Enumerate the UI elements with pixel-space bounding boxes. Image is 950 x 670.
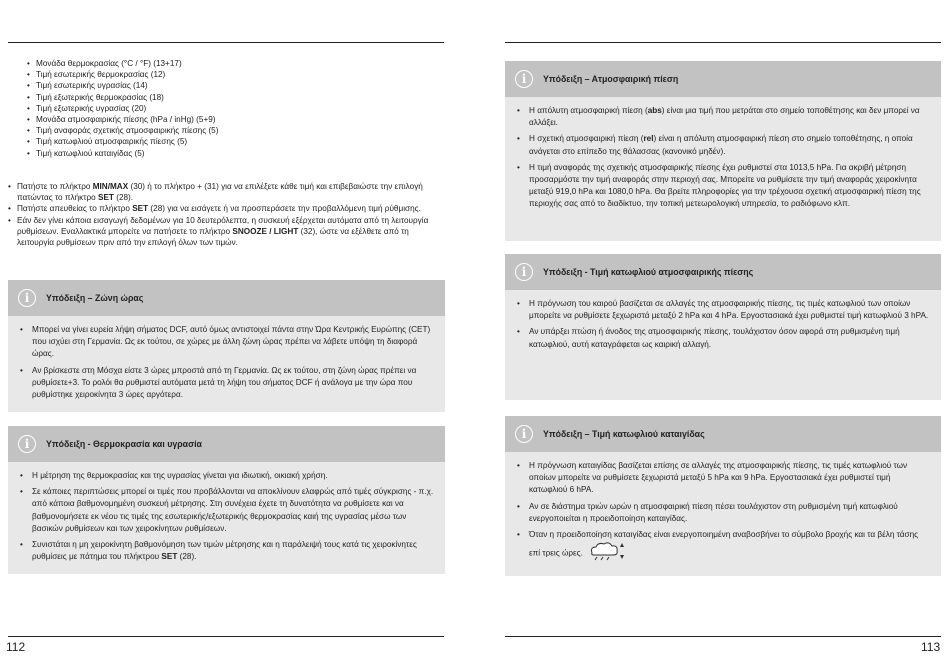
note-body: [8, 316, 445, 411]
text: ) είναι η απόλυτη ατμοσφαιρική πίεση στο σημείο τοποθέτησης, η οποία ανάγεται στο επίπεδο της θάλασσας (κανονικό μηδέν).: [529, 134, 913, 156]
list-item: • Αν βρίσκεστε στη Μόσχα είστε 3 ώρες μπροστά από τη Γερμανία. Ως εκ τούτου, στη ζώνη ώρας πρέπει να ρυθμίσετε+3. Το ρολόι θα ρυθμιστεί αυτόματα μετά τη λήψη του σήματος DCF ή ανάλογα με την ώρα που ρυθμίστηκε χειροκίνητα 3 ώρες αργότερα.: [20, 365, 435, 402]
list-item: [517, 162, 931, 211]
text: (28).: [177, 552, 197, 562]
note-title: Υπόδειξη - Θερμοκρασία και υγρασία: [46, 439, 202, 449]
text: Η τιμή αναφοράς της σχετικής ατμοσφαιρικής πίεσης έχει ρυθμιστεί στα 1013,5 hPa. Για ακριβή μέτρηση προσαρμόστε την τιμή αναφοράς στην περιοχή σας. Μπορείτε να ρυθμίσετε την τιμή αναφοράς χειροκίνητα μεταξύ 919,0 hPa και 1080,0 hPa. Θα βρείτε πληροφορίες για την τρέχουσα σχετική ατμοσφαιρική πίεση της περιοχής σας από το διαδίκτυο, την τοπική μετεωρολογική υπηρεσία, το ραδιόφωνο κλπ.: [529, 162, 921, 209]
list-item-text: Τιμή εσωτερικής θερμοκρασίας (12): [36, 70, 166, 80]
list-item-text: Τιμή κατωφλιού ατμοσφαιρικής πίεσης (5): [36, 137, 188, 147]
list-item: [8, 215, 444, 249]
list-item: [22, 114, 452, 125]
note-header: [505, 416, 941, 452]
right-page: [475, 0, 950, 670]
key-name: SET: [98, 193, 114, 203]
key-name: MIN/MAX: [92, 182, 129, 191]
note-title: Υπόδειξη – Ζώνη ώρας: [46, 293, 144, 303]
top-rule: [8, 42, 444, 43]
note-header: [505, 254, 941, 290]
timezone-note-box: [8, 280, 445, 412]
list-item: [22, 80, 452, 91]
list-item-text: Τιμή εξωτερικής υγρασίας (20): [36, 103, 147, 113]
list-item: [22, 148, 452, 159]
list-item: [517, 105, 931, 129]
pressure-note-box: [505, 61, 941, 241]
text: (28).: [113, 193, 134, 203]
note-header: [505, 61, 941, 97]
list-item: [8, 203, 444, 214]
storm-note-box: [505, 416, 941, 576]
note-body: [505, 452, 941, 575]
key-name: SNOOZE / LIGHT: [232, 226, 299, 236]
text: Εάν δεν γίνει κάποια εισαγωγή δεδομένων για 10 δευτερόλεπτα, η συσκευή εξέρχεται αυτόματα από τη λειτουργία ρυθμίσεων. Εναλλακτικά μπορείτε να πατήσετε το πλήκτρο: [17, 215, 429, 236]
note-body: [8, 462, 445, 573]
page-number: 113: [921, 640, 941, 654]
list-item: • Η πρόγνωση του καιρού βασίζεται σε αλλαγές της ατμοσφαιρικής πίεσης, τις τιμές κατωφλιού των οποίων μπορείτε να ρυθμίσετε ξεχωριστά μεταξύ 2 hPa και 4 hPa. Εργοστασιακά έχει ρυθμιστεί τιμή κατωφλιού 3 hPA.: [517, 298, 931, 322]
list-item-text: Τιμή εσωτερικής υγρασίας (14): [36, 81, 148, 91]
list-item: [22, 125, 452, 136]
list-item-text: Μονάδα ατμοσφαιρικής πίεσης (hPa / inHg) (5+9): [36, 115, 216, 125]
text: ) είναι μια τιμή που μετράται στο σημείο τοποθέτησης και δεν μπορεί να αλλάξει.: [529, 106, 920, 128]
list-item-text: Τιμή εξωτερικής θερμοκρασίας (18): [36, 92, 164, 102]
storm-cloud-icon: [587, 541, 627, 565]
text: (28) για να εισάγετε ή να προσπεράσετε την προβαλλόμενη τιμή ρύθμισης.: [148, 204, 421, 214]
note-body: [505, 97, 941, 221]
list-item-text: Μονάδα θερμοκρασίας (°C / °F) (13+17): [36, 59, 182, 68]
note-body: [505, 290, 941, 361]
list-item: • Μπορεί να γίνει ευρεία λήψη σήματος DCF, αυτό όμως αντιστοιχεί πάντα στην Ώρα Κεντρικής Ευρώπης (CET) που ισχύει στη Γερμανία. Ως εκ τούτου, σε χώρες με άλλη ζώνη ώρας πρέπει να λάβετε υπόψη τη διαφορά ώρας.: [20, 324, 435, 361]
list-item: [20, 470, 435, 482]
text: Πατήστε απευθείας το πλήκτρο: [17, 204, 133, 214]
info-icon: i: [515, 263, 533, 281]
term: rel: [643, 134, 654, 144]
note-title: Υπόδειξη – Τιμή κατωφλιού καταιγίδας: [543, 429, 705, 439]
note-header: [8, 280, 445, 316]
list-item: • Η πρόγνωση καταιγίδας βασίζεται επίσης σε αλλαγές της ατμοσφαιρικής πίεσης, τις τιμές κατωφλιού των οποίων μπορείτε να ρυθμίσετε ξεχωριστά μεταξύ 5 hPa και 9 hPa. Εργοστασιακά έχει ρυθμιστεί τιμή κατωφλιού 6 hPA.: [517, 460, 931, 497]
note-title: Υπόδειξη – Ατμοσφαιρική πίεση: [543, 74, 679, 84]
key-name: SET: [132, 204, 149, 214]
text: Η σχετική ατμοσφαιρική πίεση (: [529, 134, 644, 144]
text: Όταν η προειδοποίηση καταιγίδας είναι ενεργοποιημένη αναβοσβήνει το σύμβολο βροχής και τα βέλη τάσης επί τρεις ώρες.: [529, 530, 919, 558]
text: Σε κάποιες περιπτώσεις μπορεί οι τιμές που προβάλλονται να αποκλίνουν ελαφρώς από τιμές σύγκρισης - π.χ. από κάποια βαθμονομημένη συσκευή μέτρησης. Στη συνέχεια έχετε τη δυνατότητα να ρυθμίσετε και να βαθμονομήσετε εκ νέου τις τιμές της εσωτερικής/εξωτερικής θερμοκρασίας καιή της υγρασίας μέσω των βασικών ρυθμίσεων και των χειροκίνητων ρυθμίσεων.: [32, 487, 434, 533]
page-number: 112: [6, 640, 26, 654]
list-item: [517, 133, 931, 157]
list-item: [22, 103, 452, 114]
bottom-rule: [505, 636, 941, 637]
text: (32), ώστε να εξέλθετε από τη λειτουργία ρυθμίσεων πριν από την επιλογή όλων των τιμών.: [17, 226, 409, 248]
list-item: [22, 69, 452, 80]
settings-sublist: [22, 58, 452, 159]
list-item-text: Τιμή αναφοράς σχετικής ατμοσφαιρικής πίεσης (5): [36, 126, 219, 136]
temperature-note-box: [8, 426, 445, 574]
list-item: • Αν σε διάστημα τριών ωρών η ατμοσφαιρική πίεση πέσει τουλάχιστον στη ρυθμισμένη τιμή κατωφλιού ενεργοποιείται η προειδοποίηση καταιγίδας.: [517, 501, 931, 525]
list-item: [517, 529, 931, 565]
info-icon: i: [18, 289, 36, 307]
info-icon: i: [515, 70, 533, 88]
text: Συνιστάται η μη χειροκίνητη βαθμονόμηση των τιμών μέτρησης και η παράλειψή τους κατά τις χειροκίνητες ρυθμίσεις με πάτημα του πλήκτρου: [32, 540, 417, 562]
instruction-list: [8, 181, 444, 248]
top-rule: [505, 42, 941, 43]
text: Πατήστε το πλήκτρο: [17, 182, 93, 191]
bottom-rule: [8, 636, 444, 637]
list-item: [22, 92, 452, 103]
list-item: [22, 136, 452, 147]
list-item-text: Τιμή κατωφλιού καταιγίδας (5): [36, 148, 145, 158]
text: (30) ή το πλήκτρο + (31) για να επιλέξετε κάθε τιμή και επιβεβαιώστε την επιλογή πατώντας το πλήκτρο: [17, 182, 423, 203]
list-item: [20, 486, 435, 535]
info-icon: i: [515, 425, 533, 443]
list-item: [8, 181, 444, 203]
list-item: • Αν υπάρξει πτώση ή άνοδος της ατμοσφαιρικής πίεσης, τουλάχιστον όσον αφορά στη ρυθμισμένη τιμή κατωφλιού, αυτή καταγράφεται ως καιρική αλλαγή.: [517, 326, 931, 350]
text: Η απόλυτη ατμοσφαιρική πίεση (: [529, 106, 648, 115]
note-title: Υπόδειξη - Τιμή κατωφλιού ατμοσφαιρικής πίεσης: [543, 267, 754, 277]
key-name: SET: [161, 552, 178, 562]
note-header: [8, 426, 445, 462]
term: abs: [647, 106, 662, 115]
text: Η μέτρηση της θερμοκρασίας και της υγρασίας γίνεται για ιδιωτική, οικιακή χρήση.: [32, 471, 328, 480]
list-item: [20, 539, 435, 563]
info-icon: i: [18, 435, 36, 453]
threshold-note-box: [505, 254, 941, 400]
list-item: [22, 58, 452, 69]
